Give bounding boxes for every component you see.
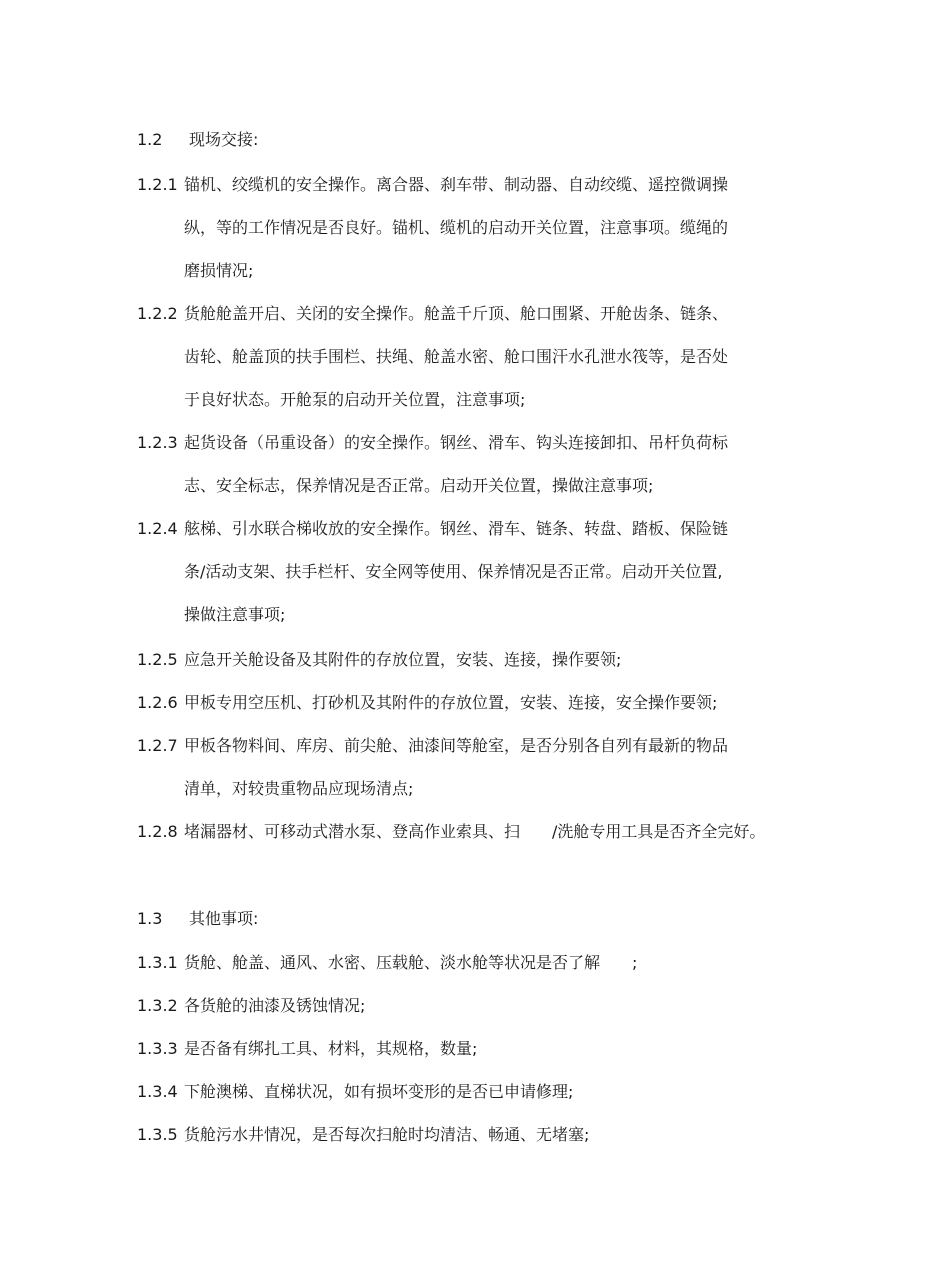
item-line: 各货舱的油漆及锈蚀情况; bbox=[184, 996, 366, 1015]
item-number: 1.3.3 bbox=[137, 1039, 178, 1058]
list-item-1-2-3 bbox=[137, 421, 817, 507]
list-item-1-2-7 bbox=[137, 724, 817, 810]
item-number: 1.2.3 bbox=[137, 433, 178, 452]
item-line: 磨损情况; bbox=[184, 261, 254, 280]
section-number: 1.3 bbox=[137, 909, 163, 928]
section-heading-1-2 bbox=[137, 130, 258, 150]
section-title: 其他事项: bbox=[189, 909, 259, 928]
list-item-1-2-8 bbox=[137, 810, 817, 853]
item-number: 1.2.1 bbox=[137, 175, 178, 194]
item-line: 货舱舱盖开启、关闭的安全操作。舱盖千斤顶、舱口围紧、开舱齿条、链条、 bbox=[184, 304, 729, 323]
item-line: 货舱污水井情况，是否每次扫舱时均清洁、畅通、无堵塞; bbox=[184, 1125, 590, 1144]
list-item-1-2-5 bbox=[137, 638, 817, 681]
item-line: 志、安全标志，保养情况是否正常。启动开关位置，操做注意事项; bbox=[184, 476, 654, 495]
list-item-1-3-2 bbox=[137, 984, 817, 1027]
section-heading-1-3 bbox=[137, 909, 258, 929]
item-line: 于良好状态。开舱泵的启动开关位置，注意事项; bbox=[184, 390, 526, 409]
list-item-1-2-1 bbox=[137, 163, 817, 292]
list-item-1-3-4 bbox=[137, 1070, 817, 1113]
item-number: 1.3.4 bbox=[137, 1082, 178, 1101]
item-line: 甲板专用空压机、打砂机及其附件的存放位置，安装、连接，安全操作要领; bbox=[184, 693, 718, 712]
item-line: 起货设备（吊重设备）的安全操作。钢丝、滑车、钩头连接卸扣、吊杆负荷标 bbox=[184, 433, 729, 452]
item-line: 舷梯、引水联合梯收放的安全操作。钢丝、滑车、链条、转盘、踏板、保险链 bbox=[184, 519, 729, 538]
item-line: 堵漏器材、可移动式潜水泵、登高作业索具、扫 /洗舱专用工具是否齐全完好。 bbox=[184, 822, 766, 841]
item-line: 甲板各物料间、库房、前尖舱、油漆间等舱室，是否分别各自列有最新的物品 bbox=[184, 736, 729, 755]
item-line: 锚机、绞缆机的安全操作。离合器、刹车带、制动器、自动绞缆、遥控微调操 bbox=[184, 175, 729, 194]
item-number: 1.2.4 bbox=[137, 519, 178, 538]
item-line: 齿轮、舱盖顶的扶手围栏、扶绳、舱盖水密、舱口围汗水孔泄水筏等，是否处 bbox=[184, 347, 729, 366]
list-item-1-2-6 bbox=[137, 681, 817, 724]
item-number: 1.2.2 bbox=[137, 304, 178, 323]
item-line: 操做注意事项; bbox=[184, 605, 286, 624]
item-number: 1.3.1 bbox=[137, 953, 178, 972]
list-item-1-2-2 bbox=[137, 292, 817, 421]
item-number: 1.2.5 bbox=[137, 650, 178, 669]
list-item-1-2-4 bbox=[137, 507, 817, 636]
item-number: 1.2.6 bbox=[137, 693, 178, 712]
item-number: 1.3.5 bbox=[137, 1125, 178, 1144]
item-line: 是否备有绑扎工具、材料，其规格，数量; bbox=[184, 1039, 478, 1058]
item-line: 货舱、舱盖、通风、水密、压载舱、淡水舱等状况是否了解 ; bbox=[184, 953, 638, 972]
list-item-1-3-3 bbox=[137, 1027, 817, 1070]
item-line: 清单，对较贵重物品应现场清点; bbox=[184, 779, 414, 798]
section-number: 1.2 bbox=[137, 130, 163, 149]
item-line: 下舱澳梯、直梯状况，如有损坏变形的是否已申请修理; bbox=[184, 1082, 574, 1101]
item-line: 纵，等的工作情况是否良好。锚机、缆机的启动开关位置，注意事项。缆绳的 bbox=[184, 218, 729, 237]
section-title: 现场交接: bbox=[189, 130, 259, 149]
item-number: 1.3.2 bbox=[137, 996, 178, 1015]
list-item-1-3-1 bbox=[137, 941, 817, 984]
item-number: 1.2.8 bbox=[137, 822, 178, 841]
item-line: 应急开关舱设备及其附件的存放位置，安装、连接，操作要领; bbox=[184, 650, 622, 669]
list-item-1-3-5 bbox=[137, 1113, 817, 1156]
item-number: 1.2.7 bbox=[137, 736, 178, 755]
item-line: 条/活动支架、扶手栏杆、安全网等使用、保养情况是否正常。启动开关位置, bbox=[184, 562, 723, 581]
